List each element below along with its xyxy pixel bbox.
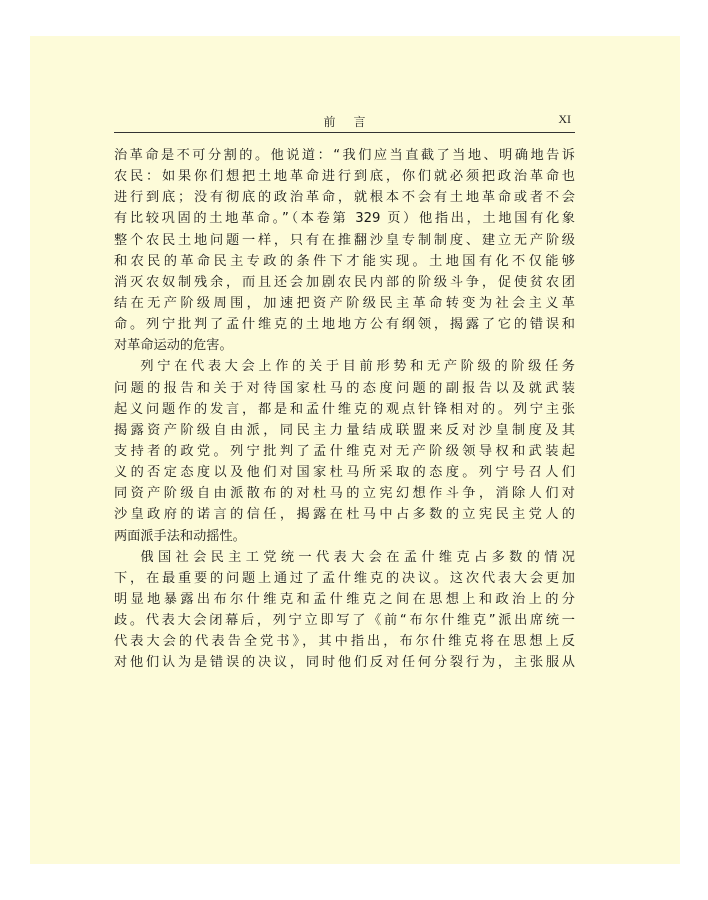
- paragraph: [114, 356, 575, 546]
- text-line: 义的否定态度以及他们对国家杜马所采取的态度。列宁号召人们: [114, 465, 575, 481]
- text-line: 明显地暴露出布尔什维克和孟什维克之间在思想上和政治上的分: [114, 591, 575, 607]
- text-line: 整个农民土地问题一样，只有在推翻沙皇专制制度、建立无产阶级: [114, 232, 575, 248]
- running-header: [114, 112, 575, 133]
- header-title: 前言: [323, 115, 384, 129]
- text-line: 治革命是不可分割的。他说道：“我们应当直截了当地、明确地告诉: [114, 148, 575, 163]
- text-line: 歧。代表大会闭幕后，列宁立即写了《前“布尔什维克”派出席统一: [114, 613, 575, 629]
- text-line: 进行到底；没有彻底的政治革命，就根本不会有土地革命或者不会: [114, 190, 575, 206]
- text-line: 下，在最重要的问题上通过了孟什维克的决议。这次代表大会更加: [114, 570, 575, 586]
- text-line: 代表大会的代表告全党书》，其中指出，布尔什维克将在思想上反: [114, 634, 575, 650]
- page-number: XI: [558, 112, 571, 126]
- text-line: 对他们认为是错误的决议，同时他们反对任何分裂行为，主张服从: [114, 655, 575, 671]
- text-line: 结在无产阶级周围，加速把资产阶级民主革命转变为社会主义革: [114, 295, 575, 311]
- paragraph: [114, 145, 575, 356]
- text-line: 问题的报告和关于对待国家杜马的态度问题的副报告以及就武装: [114, 380, 575, 396]
- text-line: 消灭农奴制残余，而且还会加剧农民内部的阶级斗争，促使贫农团: [114, 274, 575, 290]
- text-line: 和农民的革命民主专政的条件下才能实现。土地国有化不仅能够: [114, 253, 575, 269]
- text-line: 支持者的政党。列宁批判了孟什维克对无产阶级领导权和武装起: [114, 443, 575, 459]
- text-line: 有比较巩固的土地革命。”（本卷第 329 页）他指出，土地国有化象: [114, 211, 575, 227]
- text-line: 同资产阶级自由派散布的对杜马的立宪幻想作斗争，消除人们对: [114, 486, 575, 502]
- text-line: 对革命运动的危害。: [114, 338, 233, 354]
- text-line: 揭露资产阶级自由派，同民主力量结成联盟来反对沙皇制度及其: [114, 422, 575, 438]
- text-line: 起义问题作的发言，都是和孟什维克的观点针锋相对的。列宁主张: [114, 401, 575, 417]
- text-line: 俄国社会民主工党统一代表大会在孟什维克占多数的情况: [140, 549, 575, 565]
- text-line: 沙皇政府的诺言的信任，揭露在杜马中占多数的立宪民主党人的: [114, 507, 575, 523]
- paragraph: [114, 547, 575, 674]
- text-line: 列宁在代表大会上作的关于目前形势和无产阶级的阶级任务: [140, 359, 575, 375]
- text-line: 农民：如果你们想把土地革命进行到底，你们就必须把政治革命也: [114, 169, 575, 185]
- text-line: 命。列宁批判了孟什维克的土地地方公有纲领，揭露了它的错误和: [114, 317, 575, 333]
- text-line: 两面派手法和动摇性。: [114, 528, 246, 544]
- body-text: [114, 145, 575, 674]
